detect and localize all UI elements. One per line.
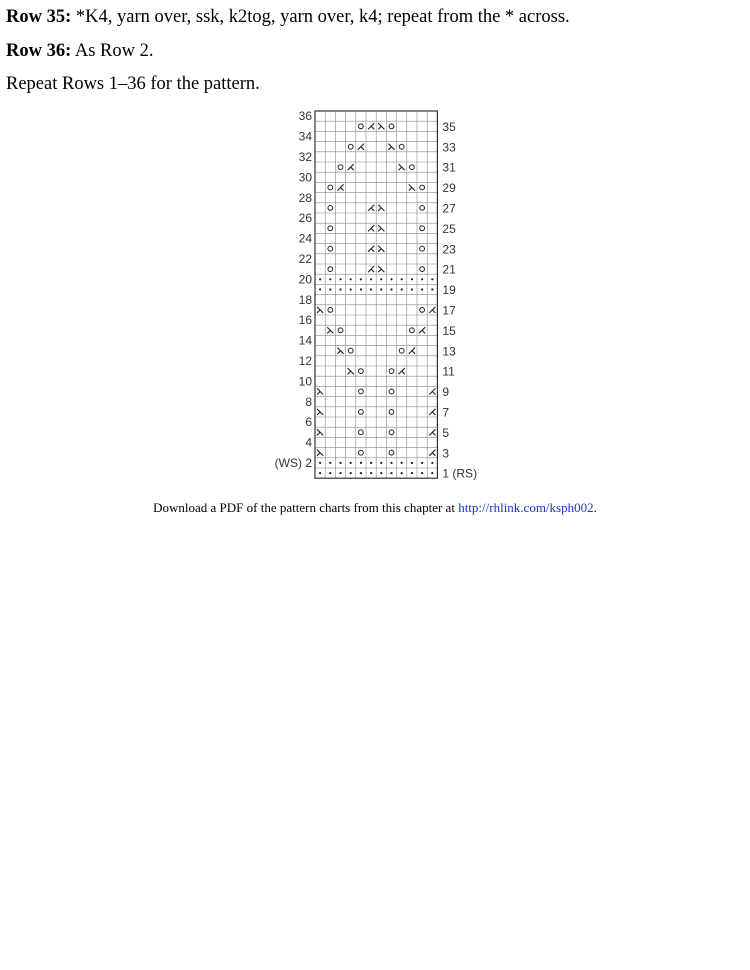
purl-symbol (370, 462, 372, 464)
right-row-number: 27 (442, 201, 456, 216)
purl-symbol (339, 462, 341, 464)
k2tog-symbol-stroke (432, 453, 435, 456)
yarn-over-symbol (389, 410, 394, 415)
yarn-over-symbol (338, 328, 343, 333)
purl-symbol (350, 288, 352, 290)
yarn-over-symbol (348, 144, 353, 149)
ssk-symbol-stroke (317, 453, 320, 456)
purl-symbol (360, 278, 362, 280)
purl-symbol (380, 462, 382, 464)
right-row-number: 5 (442, 425, 450, 440)
yarn-over-symbol (389, 450, 394, 455)
yarn-over-symbol (359, 124, 364, 129)
k2tog-symbol-stroke (351, 167, 354, 170)
ssk-symbol-stroke (317, 432, 320, 435)
left-row-number: 36 (298, 109, 312, 124)
knitting-chart (270, 108, 490, 490)
left-row-number: 8 (305, 394, 312, 409)
ssk-symbol-stroke (317, 412, 320, 415)
right-row-number: 1 (RS) (442, 466, 478, 481)
right-row-number: 3 (442, 446, 450, 461)
purl-symbol (431, 462, 433, 464)
k2tog-symbol-stroke (371, 208, 374, 211)
yarn-over-symbol (410, 328, 415, 333)
purl-symbol (401, 472, 403, 474)
purl-symbol (390, 462, 392, 464)
left-row-number: 30 (298, 170, 312, 185)
purl-symbol (431, 278, 433, 280)
k2tog-symbol-stroke (432, 412, 435, 415)
yarn-over-symbol (359, 389, 364, 394)
purl-symbol (360, 472, 362, 474)
left-row-number: 12 (298, 354, 312, 368)
k2tog-symbol-stroke (371, 249, 374, 252)
download-text: Download a PDF of the pattern charts from this chapter at (153, 500, 459, 515)
yarn-over-symbol (338, 165, 343, 170)
yarn-over-symbol (389, 124, 394, 129)
purl-symbol (421, 462, 423, 464)
yarn-over-symbol (328, 308, 333, 313)
right-row-number: 17 (442, 303, 456, 318)
k2tog-symbol-stroke (371, 269, 374, 272)
ssk-symbol-stroke (388, 147, 391, 150)
purl-symbol (421, 472, 423, 474)
k2tog-symbol-stroke (361, 147, 364, 150)
right-row-number: 23 (442, 242, 456, 257)
purl-symbol (360, 288, 362, 290)
yarn-over-symbol (410, 165, 415, 170)
left-row-number: 4 (305, 435, 312, 450)
purl-symbol (339, 288, 341, 290)
yarn-over-symbol (420, 206, 425, 211)
yarn-over-symbol (359, 369, 364, 374)
purl-symbol (411, 462, 413, 464)
ssk-symbol-stroke (378, 208, 381, 211)
download-note (0, 500, 750, 516)
ssk-symbol-stroke (378, 249, 381, 252)
yarn-over-symbol (328, 246, 333, 251)
right-row-number: 29 (442, 181, 456, 196)
yarn-over-symbol (420, 185, 425, 190)
purl-symbol (390, 472, 392, 474)
repeat-instruction: Repeat Rows 1–36 for the pattern. (6, 74, 260, 94)
purl-symbol (390, 278, 392, 280)
purl-symbol (350, 462, 352, 464)
ssk-symbol-stroke (409, 188, 412, 191)
k2tog-symbol-stroke (432, 392, 435, 395)
yarn-over-symbol (420, 246, 425, 251)
purl-symbol (370, 288, 372, 290)
left-row-number: 32 (298, 150, 312, 164)
yarn-over-symbol (328, 267, 333, 272)
yarn-over-symbol (399, 144, 404, 149)
yarn-over-symbol (328, 206, 333, 211)
left-row-number: 20 (298, 272, 312, 287)
right-row-number: 19 (442, 283, 456, 298)
left-row-number: 6 (305, 415, 312, 430)
right-row-number: 35 (442, 119, 456, 134)
left-row-number: 10 (298, 374, 312, 389)
k2tog-symbol-stroke (432, 432, 435, 435)
row-36-text: As Row 2. (71, 41, 154, 61)
purl-symbol (350, 278, 352, 280)
yarn-over-symbol (359, 410, 364, 415)
purl-symbol (319, 288, 321, 290)
left-row-number: 24 (298, 231, 312, 246)
right-row-number: 7 (442, 405, 450, 420)
download-suffix: . (593, 500, 597, 515)
ssk-symbol-stroke (317, 392, 320, 395)
yarn-over-symbol (399, 348, 404, 353)
purl-symbol (329, 462, 331, 464)
purl-symbol (339, 472, 341, 474)
row-36-instruction (6, 40, 154, 62)
purl-symbol (401, 462, 403, 464)
right-row-number: 11 (442, 364, 455, 379)
purl-symbol (329, 288, 331, 290)
ssk-symbol-stroke (378, 269, 381, 272)
ssk-symbol-stroke (378, 228, 381, 231)
yarn-over-symbol (348, 348, 353, 353)
purl-symbol (360, 462, 362, 464)
purl-symbol (380, 472, 382, 474)
purl-symbol (319, 278, 321, 280)
k2tog-symbol-stroke (371, 126, 374, 129)
purl-symbol (421, 278, 423, 280)
purl-symbol (329, 278, 331, 280)
purl-symbol (431, 472, 433, 474)
yarn-over-symbol (420, 267, 425, 272)
right-row-number: 25 (442, 221, 456, 236)
k2tog-symbol-stroke (371, 228, 374, 231)
left-row-number: 16 (298, 313, 312, 328)
yarn-over-symbol (359, 430, 364, 435)
yarn-over-symbol (328, 185, 333, 190)
left-row-number: (WS) 2 (274, 456, 312, 470)
left-row-number: 14 (298, 333, 312, 348)
ssk-symbol-stroke (348, 371, 351, 374)
k2tog-symbol-stroke (432, 310, 435, 313)
purl-symbol (380, 278, 382, 280)
left-row-number: 18 (298, 292, 312, 307)
purl-symbol (370, 278, 372, 280)
purl-symbol (319, 472, 321, 474)
purl-symbol (431, 288, 433, 290)
row-36-label: Row 36: (6, 41, 72, 61)
ssk-symbol-stroke (378, 126, 381, 129)
left-row-number: 34 (298, 129, 312, 144)
k2tog-symbol-stroke (341, 188, 344, 191)
k2tog-symbol-stroke (412, 351, 415, 354)
left-row-number: 22 (298, 252, 312, 266)
yarn-over-symbol (389, 369, 394, 374)
row-35-text: *K4, yarn over, ssk, k2tog, yarn over, k4; repeat from the * across. (71, 7, 570, 27)
yarn-over-symbol (359, 450, 364, 455)
purl-symbol (411, 288, 413, 290)
right-row-number: 15 (442, 323, 456, 338)
yarn-over-symbol (420, 226, 425, 231)
left-row-number: 28 (298, 190, 312, 205)
purl-symbol (390, 288, 392, 290)
purl-symbol (339, 278, 341, 280)
chart-grid (315, 111, 437, 478)
ssk-symbol-stroke (327, 330, 330, 333)
yarn-over-symbol (389, 389, 394, 394)
purl-symbol (401, 288, 403, 290)
k2tog-symbol-stroke (422, 330, 425, 333)
row-35-label: Row 35: (6, 7, 72, 27)
right-row-number: 13 (442, 344, 456, 359)
download-link[interactable]: http://rhlink.com/ksph002 (458, 500, 594, 515)
row-35-instruction (6, 6, 570, 28)
purl-symbol (329, 472, 331, 474)
purl-symbol (421, 288, 423, 290)
right-row-number: 9 (442, 385, 450, 400)
ssk-symbol-stroke (337, 351, 340, 354)
purl-symbol (319, 462, 321, 464)
purl-symbol (350, 472, 352, 474)
right-row-number: 31 (442, 160, 456, 175)
purl-symbol (380, 288, 382, 290)
purl-symbol (401, 278, 403, 280)
right-row-number: 33 (442, 140, 456, 155)
k2tog-symbol-stroke (402, 371, 405, 374)
yarn-over-symbol (389, 430, 394, 435)
purl-symbol (411, 472, 413, 474)
purl-symbol (370, 472, 372, 474)
purl-symbol (411, 278, 413, 280)
left-row-number: 26 (298, 211, 312, 226)
right-row-number: 21 (442, 262, 456, 277)
ssk-symbol-stroke (317, 310, 320, 313)
ssk-symbol-stroke (399, 167, 402, 170)
yarn-over-symbol (420, 308, 425, 313)
yarn-over-symbol (328, 226, 333, 231)
